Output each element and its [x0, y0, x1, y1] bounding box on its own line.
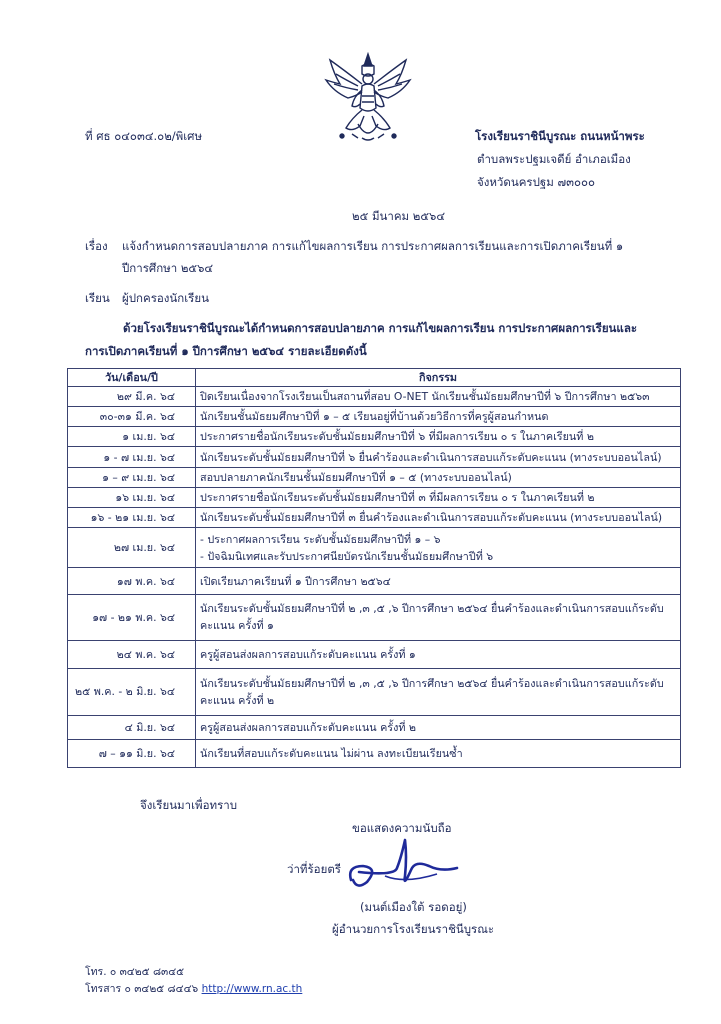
activity-text: นักเรียนที่สอบแก้ระดับคะแนน ไม่ผ่าน ลงทะเบียนเรียนซ้ำ	[200, 746, 463, 760]
row-activity	[196, 568, 681, 594]
activity-text: ครูผู้สอนส่งผลการสอบแก้ระดับคะแนน ครั้งที่ ๑	[200, 648, 416, 662]
schedule-table	[67, 368, 681, 768]
subject-line-2: ปีการศึกษา ๒๕๖๔	[122, 261, 214, 275]
activity-text: นักเรียนชั้นมัธยมศึกษาปีที่ ๑ – ๕ เรียนอยู่ที่บ้านด้วยวิธีการที่ครูผู้สอนกำหนด	[200, 410, 549, 424]
row-activity	[196, 467, 681, 487]
signature-icon	[345, 836, 461, 894]
row-date: ๓๐-๓๑ มี.ค. ๖๔	[68, 407, 196, 427]
school-name: โรงเรียนราชินีบูรณะ ถนนหน้าพระ	[475, 129, 645, 143]
closing-regards: ขอแสดงความนับถือ	[352, 821, 452, 835]
activity-text: คะแนน ครั้งที่ ๑	[200, 619, 274, 633]
table-row	[68, 507, 681, 527]
column-header-date: วัน/เดือน/ปี	[68, 369, 196, 387]
row-date: ๒๗ เม.ย. ๖๔	[68, 528, 196, 568]
row-activity	[196, 427, 681, 447]
activity-text: - ปัจฉิมนิเทศและรับประกาศนียบัตรนักเรียนชั้นมัธยมศึกษาปีที่ ๖	[200, 549, 494, 563]
table-row	[68, 487, 681, 507]
table-row	[68, 669, 681, 715]
row-activity	[196, 594, 681, 640]
row-activity	[196, 407, 681, 427]
column-header-activity: กิจกรรม	[196, 369, 681, 387]
table-row	[68, 640, 681, 668]
intro-line-1: ด้วยโรงเรียนราชินีบูรณะได้กำหนดการสอบปลายภาค การแก้ไขผลการเรียน การประกาศผลการเรียนและ	[123, 321, 638, 335]
row-date: ๑๖ - ๒๑ เม.ย. ๖๔	[68, 507, 196, 527]
table-row	[68, 594, 681, 640]
activity-text: เปิดเรียนภาคเรียนที่ ๑ ปีการศึกษา ๒๕๖๔	[200, 574, 391, 588]
row-activity	[196, 387, 681, 407]
row-date: ๗ – ๑๑ มิ.ย. ๖๔	[68, 739, 196, 767]
recipient-label: เรียน	[85, 291, 110, 305]
table-row	[68, 568, 681, 594]
letter-date: ๒๕ มีนาคม ๒๕๖๔	[352, 209, 446, 223]
website-link[interactable]: http://www.rn.ac.th	[201, 983, 303, 995]
garuda-emblem-icon	[322, 52, 414, 144]
activity-text: สอบปลายภาคนักเรียนชั้นมัธยมศึกษาปีที่ ๑ – ๕ (ทางระบบออนไลน์)	[200, 470, 512, 484]
row-activity	[196, 507, 681, 527]
row-date: ๒๕ พ.ค. - ๒ มิ.ย. ๖๔	[68, 669, 196, 715]
activity-text: ครูผู้สอนส่งผลการสอบแก้ระดับคะแนน ครั้งที่ ๒	[200, 720, 417, 734]
row-date: ๒๙ มี.ค. ๖๔	[68, 387, 196, 407]
address-line-2: จังหวัดนครปฐม ๗๓๐๐๐	[477, 175, 596, 189]
row-date: ๑ – ๙ เม.ย. ๖๔	[68, 467, 196, 487]
table-row	[68, 715, 681, 739]
footer-fax-line	[85, 980, 302, 997]
table-row	[68, 528, 681, 568]
activity-text: นักเรียนระดับชั้นมัธยมศึกษาปีที่ ๓ ยื่นคำร้องและดำเนินการสอบแก้ระดับคะแนน (ทางระบบออนไลน์)	[200, 511, 663, 525]
activity-text: นักเรียนระดับชั้นมัธยมศึกษาปีที่ ๖ ยื่นคำร้องและดำเนินการสอบแก้ระดับคะแนน (ทางระบบออนไลน์)	[200, 450, 662, 464]
row-date: ๑ - ๗ เม.ย. ๖๔	[68, 447, 196, 467]
row-date: ๑๖ เม.ย. ๖๔	[68, 487, 196, 507]
activity-text: คะแนน ครั้งที่ ๒	[200, 693, 275, 707]
footer-phone: โทร. ๐ ๓๔๒๕ ๘๓๔๕	[85, 966, 185, 978]
row-activity	[196, 640, 681, 668]
table-header-row	[68, 369, 681, 387]
row-activity	[196, 487, 681, 507]
table-row	[68, 467, 681, 487]
activity-text: ปิดเรียนเนื่องจากโรงเรียนเป็นสถานที่สอบ O-NET นักเรียนชั้นมัธยมศึกษาปีที่ ๖ ปีการศึกษา ๒๕๖๓	[200, 390, 650, 404]
activity-text: นักเรียนระดับชั้นมัธยมศึกษาปีที่ ๒ ,๓ ,๕ ,๖ ปีการศึกษา ๒๕๖๔ ยื่นคำร้องและดำเนินการสอบแก้ระดับ	[200, 602, 664, 616]
closing-notice: จึงเรียนมาเพื่อทราบ	[140, 798, 238, 812]
row-activity	[196, 739, 681, 767]
row-activity	[196, 715, 681, 739]
table-row	[68, 407, 681, 427]
table-row	[68, 387, 681, 407]
row-activity	[196, 528, 681, 568]
row-date: ๒๔ พ.ค. ๖๔	[68, 640, 196, 668]
activity-text: ประกาศรายชื่อนักเรียนระดับชั้นมัธยมศึกษาปีที่ ๖ ที่มีผลการเรียน ๐ ร ในภาคเรียนที่ ๒	[200, 430, 594, 444]
signer-title: ผู้อำนวยการโรงเรียนราชินีบูรณะ	[332, 922, 495, 936]
row-date: ๑๗ พ.ค. ๖๔	[68, 568, 196, 594]
recipient-value: ผู้ปกครองนักเรียน	[122, 291, 209, 305]
table-row	[68, 427, 681, 447]
table-row	[68, 447, 681, 467]
subject-line-1: แจ้งกำหนดการสอบปลายภาค การแก้ไขผลการเรียน การประกาศผลการเรียนและการเปิดภาคเรียนที่ ๑	[122, 239, 624, 253]
footer-fax: โทรสาร ๐ ๓๔๒๕ ๘๔๔๖	[85, 983, 199, 995]
row-activity	[196, 447, 681, 467]
row-date: ๑๗ - ๒๑ พ.ค. ๖๔	[68, 594, 196, 640]
address-line-1: ตำบลพระปฐมเจดีย์ อำเภอเมือง	[477, 152, 631, 166]
reference-number: ที่ ศธ ๐๔๐๓๔.๐๒/พิเศษ	[85, 129, 203, 143]
row-date: ๔ มิ.ย. ๖๔	[68, 715, 196, 739]
row-date: ๑ เม.ย. ๖๔	[68, 427, 196, 447]
signer-rank: ว่าที่ร้อยตรี	[287, 862, 341, 876]
table-row	[68, 739, 681, 767]
activity-text: - ประกาศผลการเรียน ระดับชั้นมัธยมศึกษาปีที่ ๑ – ๖	[200, 532, 441, 546]
row-activity	[196, 669, 681, 715]
activity-text: ประกาศรายชื่อนักเรียนระดับชั้นมัธยมศึกษาปีที่ ๓ ที่มีผลการเรียน ๐ ร ในภาคเรียนที่ ๒	[200, 490, 595, 504]
subject-label: เรื่อง	[85, 239, 108, 253]
activity-text: นักเรียนระดับชั้นมัธยมศึกษาปีที่ ๒ ,๓ ,๕ ,๖ ปีการศึกษา ๒๕๖๔ ยื่นคำร้องและดำเนินการสอบแก้ระดับ	[200, 676, 664, 690]
intro-line-2: การเปิดภาคเรียนที่ ๑ ปีการศึกษา ๒๕๖๔ รายละเอียดดังนี้	[85, 344, 367, 358]
signer-name: (มนต์เมืองใต้ รอดอยู่)	[360, 900, 467, 914]
